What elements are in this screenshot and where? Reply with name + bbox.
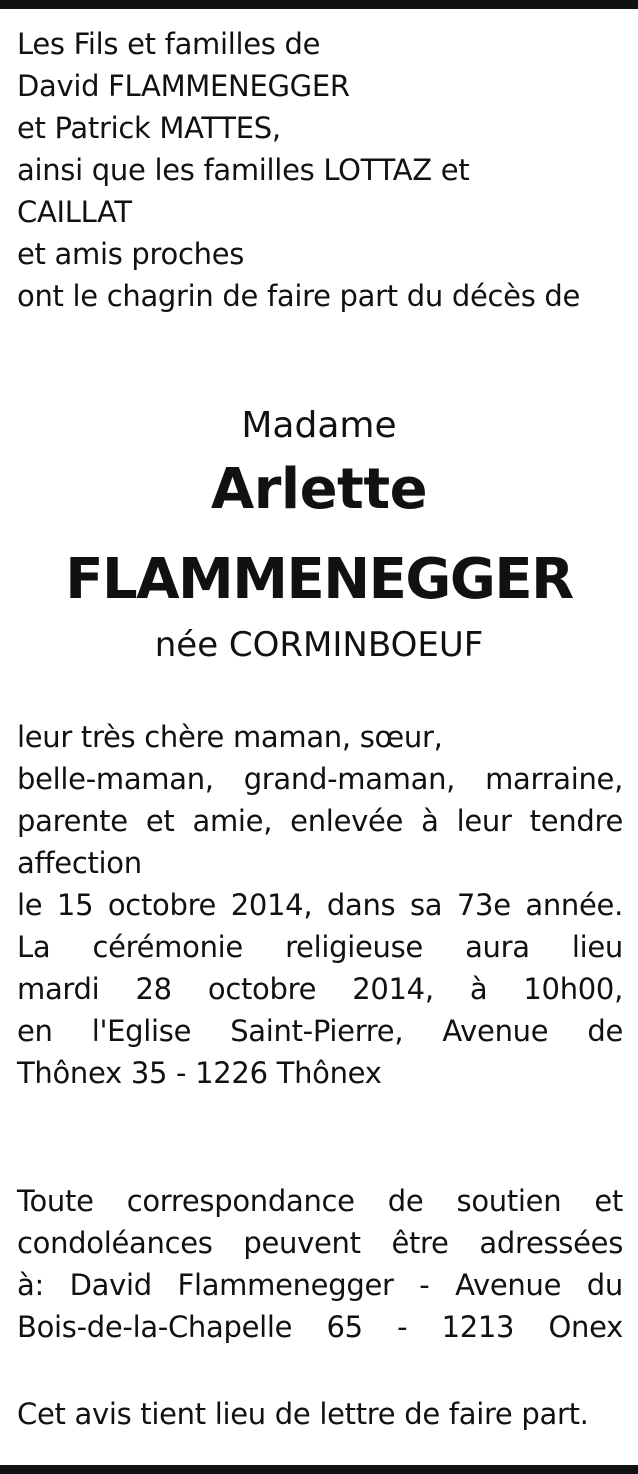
intro-line: Les Fils et familles de [17, 27, 321, 61]
intro-line: ainsi que les familles LOTTAZ et [17, 153, 470, 187]
top-border-rule [0, 0, 638, 9]
contact-line: à: David Flammenegger - Avenue du [17, 1268, 623, 1302]
closing-note [17, 1393, 623, 1435]
body-line: affection [17, 846, 142, 880]
body-line: La cérémonie religieuse aura lieu [17, 930, 623, 964]
intro-paragraph [17, 23, 623, 317]
bottom-border-rule [0, 1465, 638, 1474]
body-line: le 15 octobre 2014, dans sa 73e année. [17, 888, 623, 922]
announcement-paragraph [17, 716, 623, 1094]
intro-line: David FLAMMENEGGER [17, 69, 350, 103]
body-line: mardi 28 octobre 2014, à 10h00, [17, 972, 623, 1006]
body-line: parente et amie, enlevée à leur tendre [17, 804, 623, 838]
intro-line: et Patrick MATTES, [17, 111, 281, 145]
intro-line: CAILLAT [17, 195, 132, 229]
closing-line: Cet avis tient lieu de lettre de faire part. [17, 1397, 589, 1431]
contact-line: Toute correspondance de soutien et [17, 1184, 623, 1218]
contact-paragraph [17, 1180, 623, 1348]
body-line: en l'Eglise Saint-Pierre, Avenue de [17, 1014, 623, 1048]
body-line: belle-maman, grand-maman, marraine, [17, 762, 623, 796]
deceased-first-name: Arlette [210, 457, 428, 522]
contact-line: Bois-de-la-Chapelle 65 - 1213 Onex [17, 1310, 623, 1344]
deceased-birth-name: née CORMINBOEUF [154, 625, 484, 665]
body-line: leur très chère maman, sœur, [17, 720, 443, 754]
contact-line: condoléances peuvent être adressées [17, 1226, 623, 1260]
intro-line: ont le chagrin de faire part du décès de [17, 279, 581, 313]
intro-line: et amis proches [17, 237, 245, 271]
deceased-last-name: FLAMMENEGGER [65, 547, 573, 612]
body-line: Thônex 35 - 1226 Thônex [17, 1056, 382, 1090]
deceased-title: Madame [241, 405, 397, 446]
